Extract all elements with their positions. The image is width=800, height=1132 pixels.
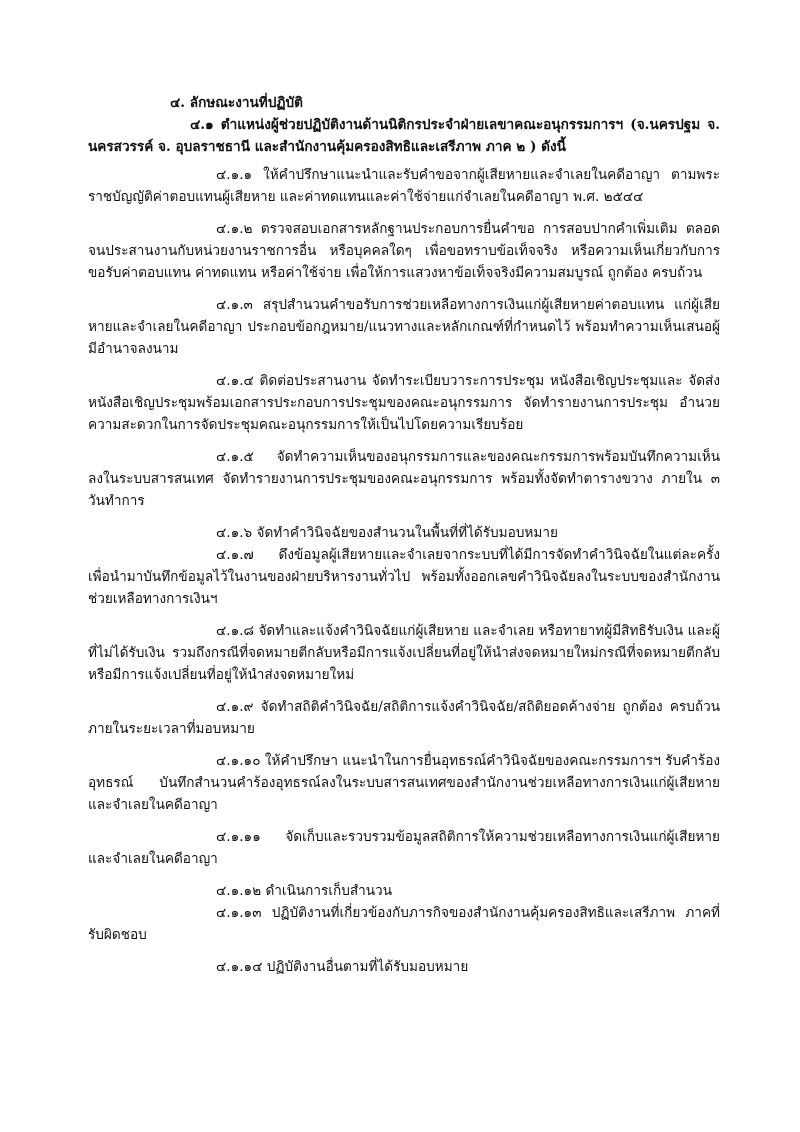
list-item: ๔.๑.๑๐ ให้คำปรึกษา แนะนำในการยื่นอุทธรณ์คำวินิจฉัยของคณะกรรมการฯ รับคำร้อง อุทธรณ์ บันทึกสำนวนคำร้องอุทธรณ์ลงในระบบสารสนเทศของสำนักงานช่วยเหลือทางการเงินแก่ผู้เสียหายและจำเลยในคดีอาญา	[88, 753, 720, 813]
section-heading: ๔. ลักษณะงานที่ปฏิบัติ	[170, 95, 303, 111]
list-item: ๔.๑.๑๔ ปฏิบัติงานอื่นตามที่ได้รับมอบหมาย	[216, 959, 469, 975]
list-item: ๔.๑.๑๒ ดำเนินการเก็บสำนวน	[216, 883, 392, 899]
document-body	[88, 92, 720, 978]
list-item: ๔.๑.๔ ติดต่อประสานงาน จัดทำระเบียบวาระการประชุม หนังสือเชิญประชุมและ จัดส่งหนังสือเชิญประชุมพร้อมเอกสารประกอบการประชุมของคณะอนุกรรมการ จัดทำรายงานการประชุม อำนวยความสะดวกในการจัดประชุมคณะอนุกรรมการให้เป็นไปโดยความเรียบร้อย	[88, 373, 720, 433]
list-item: ๔.๑.๑๑ จัดเก็บและรวบรวมข้อมูลสถิติการให้ความช่วยเหลือทางการเงินแก่ผู้เสียหาย และจำเลยในคดีอาญา	[88, 829, 720, 867]
list-item: ๔.๑.๗ ดึงข้อมูลผู้เสียหายและจำเลยจากระบบที่ได้มีการจัดทำคำวินิจฉัยในแต่ละครั้ง เพื่อนำมาบันทึกข้อมูลไว้ในงานของฝ่ายบริหารงานทั่วไป พร้อมทั้งออกเลขคำวินิจฉัยลงในระบบของสำนักงานช่วยเหลือทางการเงินฯ	[88, 547, 720, 607]
sub-heading: ๔.๑ ตำแหน่งผู้ช่วยปฏิบัติงานด้านนิติกรประจำฝ่ายเลขาคณะอนุกรรมการฯ (จ.นครปฐม จ. นครสวรรค์ จ. อุบลราชธานี และสำนักงานคุ้มครองสิทธิและเสรีภาพ ภาค ๒ ) ดังนี้	[88, 117, 720, 155]
list-item: ๔.๑.๘ จัดทำและแจ้งคำวินิจฉัยแก่ผู้เสียหาย และจำเลย หรือทายาทผู้มีสิทธิรับเงิน และผู้ที่ไม่ได้รับเงิน รวมถึงกรณีที่จดหมายตีกลับหรือมีการแจ้งเปลี่ยนที่อยู่ให้นำส่งจดหมายใหม่กรณีที่จดหมายตีกลับหรือมีการแจ้งเปลี่ยนที่อยู่ให้นำส่งจดหมายใหม่	[88, 623, 720, 683]
list-item: ๔.๑.๖ จัดทำคำวินิจฉัยของสำนวนในพื้นที่ที่ได้รับมอบหมาย	[216, 525, 558, 541]
list-item: ๔.๑.๒ ตรวจสอบเอกสารหลักฐานประกอบการยื่นคำขอ การสอบปากคำเพิ่มเติม ตลอดจนประสานงานกับหน่วยงานราชการอื่น หรือบุคคลใดๆ เพื่อขอทราบข้อเท็จจริง หรือความเห็นเกี่ยวกับการขอรับค่าตอบแทน ค่าทดแทน หรือค่าใช้จ่าย เพื่อให้การแสวงหาข้อเท็จจริงมีความสมบูรณ์ ถูกต้อง ครบถ้วน	[88, 221, 720, 281]
list-item: ๔.๑.๙ จัดทำสถิติคำวินิจฉัย/สถิติการแจ้งคำวินิจฉัย/สถิติยอดค้างจ่าย ถูกต้อง ครบถ้วน ภายในระยะเวลาที่มอบหมาย	[88, 699, 720, 737]
list-item: ๔.๑.๕ จัดทำความเห็นของอนุกรรมการและของคณะกรรมการพร้อมบันทึกความเห็น ลงในระบบสารสนเทศ จัดทำรายงานการประชุมของคณะอนุกรรมการ พร้อมทั้งจัดทำตารางขวาง ภายใน ๓ วันทำการ	[88, 449, 720, 509]
list-item: ๔.๑.๓ สรุปสำนวนคำขอรับการช่วยเหลือทางการเงินแก่ผู้เสียหายค่าตอบแทน แก่ผู้เสียหายและจำเลยในคดีอาญา ประกอบข้อกฎหมาย/แนวทางและหลักเกณฑ์ที่กำหนดไว้ พร้อมทำความเห็นเสนอผู้มีอำนาจลงนาม	[88, 297, 720, 357]
list-item: ๔.๑.๑๓ ปฏิบัติงานที่เกี่ยวข้องกับภารกิจของสำนักงานคุ้มครองสิทธิและเสรีภาพ ภาคที่รับผิดชอบ	[88, 905, 720, 943]
list-item: ๔.๑.๑ ให้คำปรึกษาแนะนำและรับคำขอจากผู้เสียหายและจำเลยในคดีอาญา ตามพระราชบัญญัติค่าตอบแทนผู้เสียหาย และค่าทดแทนและค่าใช้จ่ายแก่จำเลยในคดีอาญา พ.ศ. ๒๕๔๔	[88, 167, 720, 205]
